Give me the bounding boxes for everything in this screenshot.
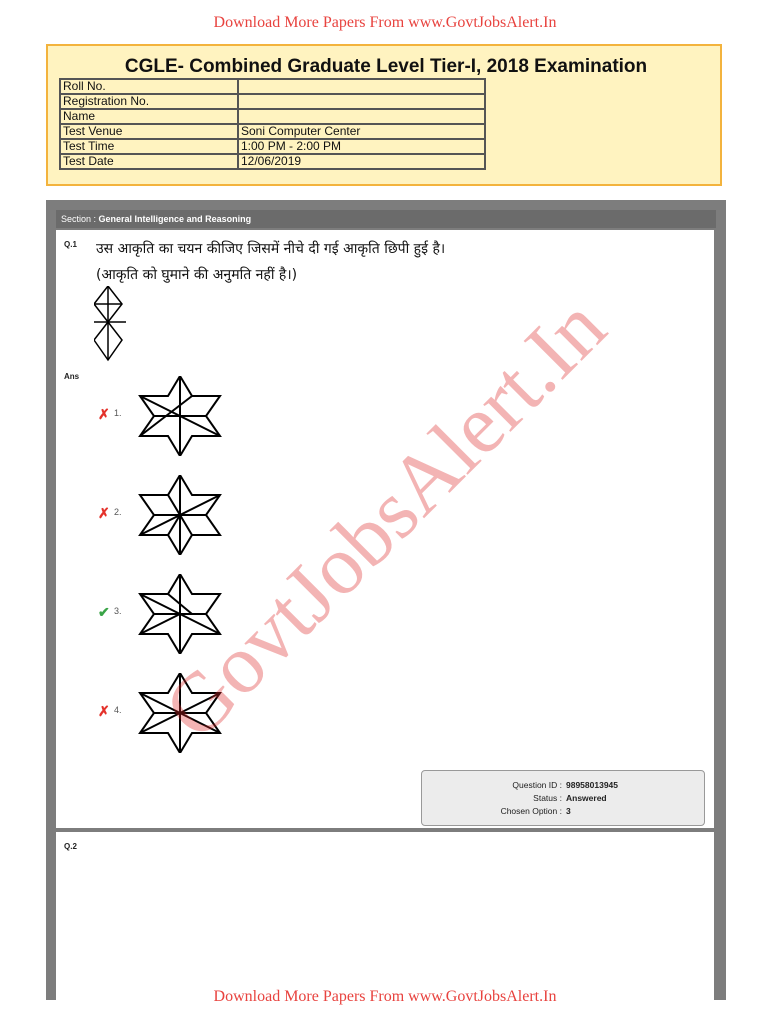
table-row: [60, 94, 485, 109]
option-2[interactable]: [98, 475, 238, 565]
registration-no-label: Registration No.: [60, 94, 238, 109]
section-label: Section :: [61, 214, 99, 224]
option-number: 3.: [114, 606, 122, 616]
question-id-value: 98958013945: [566, 780, 619, 790]
test-venue-label: Test Venue: [60, 124, 238, 139]
status-value: Answered: [566, 793, 607, 803]
question-text-line2: (आकृति को घुमाने की अनुमति नहीं है।): [96, 267, 298, 283]
test-venue-value: Soni Computer Center: [238, 124, 485, 139]
table-row: [60, 79, 485, 94]
download-banner-bottom[interactable]: Download More Papers From www.GovtJobsAlert.In: [213, 988, 557, 1005]
correct-check-icon: ✔: [98, 604, 110, 620]
option-1-figure: [130, 376, 230, 456]
test-date-value: 12/06/2019: [238, 154, 485, 169]
option-1[interactable]: [98, 376, 238, 466]
option-number: 2.: [114, 507, 122, 517]
exam-title: CGLE- Combined Graduate Level Tier-I, 2018 Examination: [124, 56, 648, 77]
question-panel-q2: [56, 832, 714, 1000]
table-row: [60, 154, 485, 169]
name-value: [238, 109, 485, 124]
incorrect-icon: ✗: [98, 703, 110, 719]
incorrect-icon: ✗: [98, 406, 110, 422]
section-header: [56, 210, 716, 228]
status-label: Status :: [533, 793, 562, 803]
section-name: General Intelligence and Reasoning: [98, 214, 252, 224]
name-label: Name: [60, 109, 238, 124]
chosen-option-value: 3: [566, 806, 571, 816]
watermark: GovtJobsAlert.In: [146, 280, 624, 757]
download-banner-top[interactable]: Download More Papers From www.GovtJobsAlert.In: [213, 14, 557, 31]
test-time-label: Test Time: [60, 139, 238, 154]
question-number: Q.2: [64, 842, 77, 851]
question-text: [96, 236, 445, 288]
test-time-value: 1:00 PM - 2:00 PM: [238, 139, 485, 154]
roll-no-label: Roll No.: [60, 79, 238, 94]
roll-no-value: [238, 79, 485, 94]
question-id-label: Question ID :: [512, 780, 562, 790]
table-row: [60, 139, 485, 154]
question-number: Q.1: [64, 240, 77, 249]
table-row: [60, 109, 485, 124]
registration-no-value: [238, 94, 485, 109]
option-number: 4.: [114, 705, 122, 715]
incorrect-icon: ✗: [98, 505, 110, 521]
question-text-line1: उस आकृति का चयन कीजिए जिसमें नीचे दी गई आकृति छिपी हुई है।: [96, 241, 446, 257]
question-figure: [94, 286, 134, 366]
candidate-info-table: [59, 78, 486, 170]
option-number: 1.: [114, 408, 122, 418]
chosen-option-label: Chosen Option :: [500, 806, 562, 816]
test-date-label: Test Date: [60, 154, 238, 169]
question-status-box: [421, 770, 705, 826]
exam-info-box: [46, 44, 722, 186]
table-row: [60, 124, 485, 139]
answer-label: Ans: [64, 372, 80, 381]
option-2-figure: [130, 475, 230, 555]
